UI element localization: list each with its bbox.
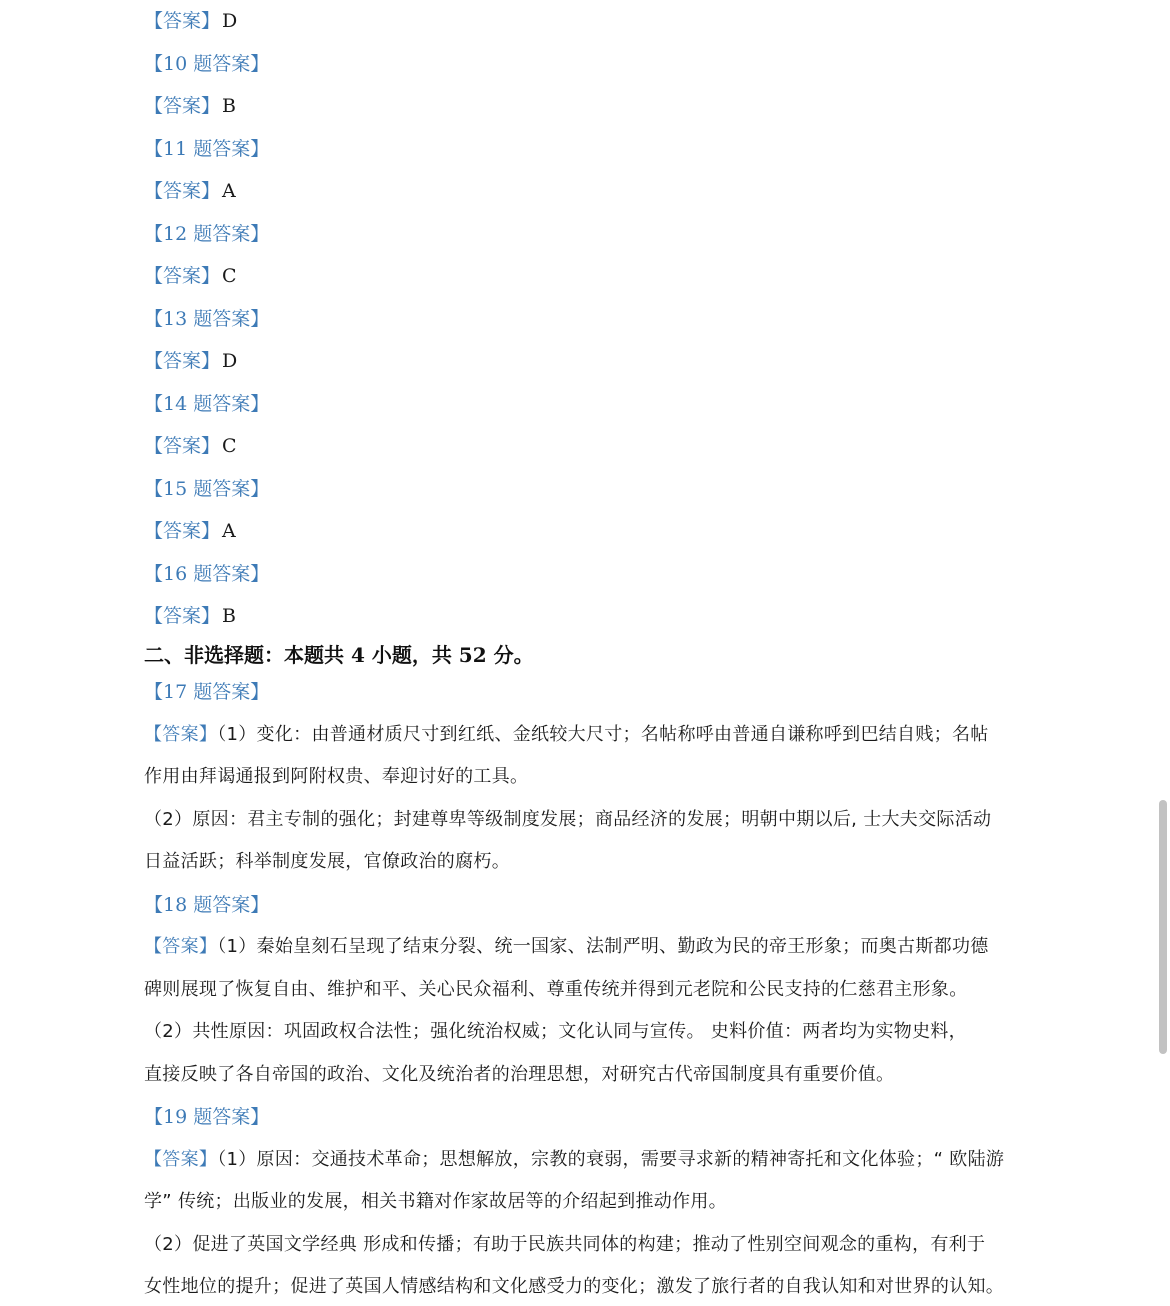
answer-paragraph-line: （2）共性原因：巩固政权合法性；强化统治权威；文化认同与宣传。 史料价值：两者均为实物史料， — [144, 1021, 967, 1042]
answer-value: D — [222, 350, 238, 372]
question-label — [144, 679, 269, 705]
question-number-tag: 【15 题答案】 — [144, 478, 270, 500]
answer-tag: 【答案】 — [144, 10, 221, 32]
answer-paragraph-line: 作用由拜谒通报到阿附权贵、奉迎讨好的工具。 — [144, 766, 529, 787]
question-label — [144, 476, 269, 502]
question-label — [144, 1104, 269, 1130]
question-label — [144, 306, 269, 332]
question-number-tag: 【16 题答案】 — [144, 563, 270, 585]
answer-value: B — [222, 605, 236, 627]
question-number-tag: 【19 题答案】 — [144, 1106, 270, 1128]
answer-line — [144, 433, 237, 459]
answer-value: C — [222, 435, 237, 457]
answer-paragraph-line: 日益活跃；科举制度发展，官僚政治的腐朽。 — [144, 851, 510, 872]
answer-line — [144, 348, 237, 374]
question-number-tag: 【12 题答案】 — [144, 223, 270, 245]
answer-tag: 【答案】 — [144, 180, 221, 202]
question-label — [144, 136, 269, 162]
question-label — [144, 561, 269, 587]
answer-paragraph-line: （2）促进了英国文学经典 形成和传播；有助于民族共同体的构建；推动了性别空间观念的重构，有利于 — [144, 1234, 986, 1255]
question-number-tag: 【18 题答案】 — [144, 894, 270, 916]
answer-line — [144, 178, 236, 204]
answer-line — [144, 603, 236, 629]
answer-tag: 【答案】 — [144, 350, 221, 372]
answer-value: B — [222, 95, 236, 117]
answer-tag: 【答案】 — [144, 435, 221, 457]
question-label — [144, 51, 269, 77]
answer-paragraph-line — [144, 1147, 1004, 1173]
answer-tag: 【答案】 — [144, 724, 218, 745]
answer-paragraph-line: （2）原因：君主专制的强化；封建尊卑等级制度发展；商品经济的发展；明朝中期以后, 士大夫交际活动 — [144, 809, 992, 830]
question-number-tag: 【13 题答案】 — [144, 308, 270, 330]
answer-tag: 【答案】 — [144, 1149, 218, 1170]
answer-line — [144, 518, 236, 544]
answer-value: D — [222, 10, 238, 32]
answer-tag: 【答案】 — [144, 95, 221, 117]
answer-paragraph-line: 学” 传统；出版业的发展，相关书籍对作家故居等的介绍起到推动作用。 — [144, 1191, 727, 1212]
answer-value: A — [222, 180, 236, 202]
answer-value: A — [222, 520, 236, 542]
answer-tag: 【答案】 — [144, 936, 218, 957]
question-number-tag: 【10 题答案】 — [144, 53, 270, 75]
question-number-tag: 【11 题答案】 — [144, 138, 270, 160]
answer-value: C — [222, 265, 237, 287]
question-label — [144, 892, 269, 918]
answer-paragraph-line: 直接反映了各自帝国的政治、文化及统治者的治理思想，对研究古代帝国制度具有重要价值。 — [144, 1064, 895, 1085]
answer-line — [144, 263, 237, 289]
answer-tag: 【答案】 — [144, 520, 221, 542]
answer-text: （1）秦始皇刻石呈现了结束分裂、统一国家、法制严明、勤政为民的帝王形象；而奥古斯都功德 — [217, 936, 989, 957]
answer-text: （1）变化：由普通材质尺寸到红纸、金纸较大尺寸；名帖称呼由普通自谦称呼到巴结自贱；名帖 — [217, 724, 989, 745]
answer-paragraph-line: 碑则展现了恢复自由、维护和平、关心民众福利、尊重传统并得到元老院和公民支持的仁慈君主形象。 — [144, 979, 968, 1000]
answer-text: （1）原因：交通技术革命；思想解放，宗教的衰弱，需要寻求新的精神寄托和文化体验；“ 欧陆游 — [217, 1149, 1005, 1170]
answer-line — [144, 93, 236, 119]
answer-paragraph-line: 女性地位的提升；促进了英国人情感结构和文化感受力的变化；激发了旅行者的自我认知和对世界的认知。 — [144, 1276, 1005, 1297]
answer-paragraph-line — [144, 934, 989, 960]
answer-tag: 【答案】 — [144, 605, 221, 627]
question-label — [144, 391, 269, 417]
vertical-scrollbar[interactable] — [1156, 0, 1170, 1306]
section-heading: 二、非选择题：本题共 4 小题，共 52 分。 — [144, 643, 534, 667]
question-number-tag: 【17 题答案】 — [144, 681, 270, 703]
scrollbar-thumb[interactable] — [1159, 800, 1167, 1054]
question-label — [144, 221, 269, 247]
answer-tag: 【答案】 — [144, 265, 221, 287]
question-number-tag: 【14 题答案】 — [144, 393, 270, 415]
answer-line — [144, 8, 237, 34]
answer-paragraph-line — [144, 722, 989, 748]
